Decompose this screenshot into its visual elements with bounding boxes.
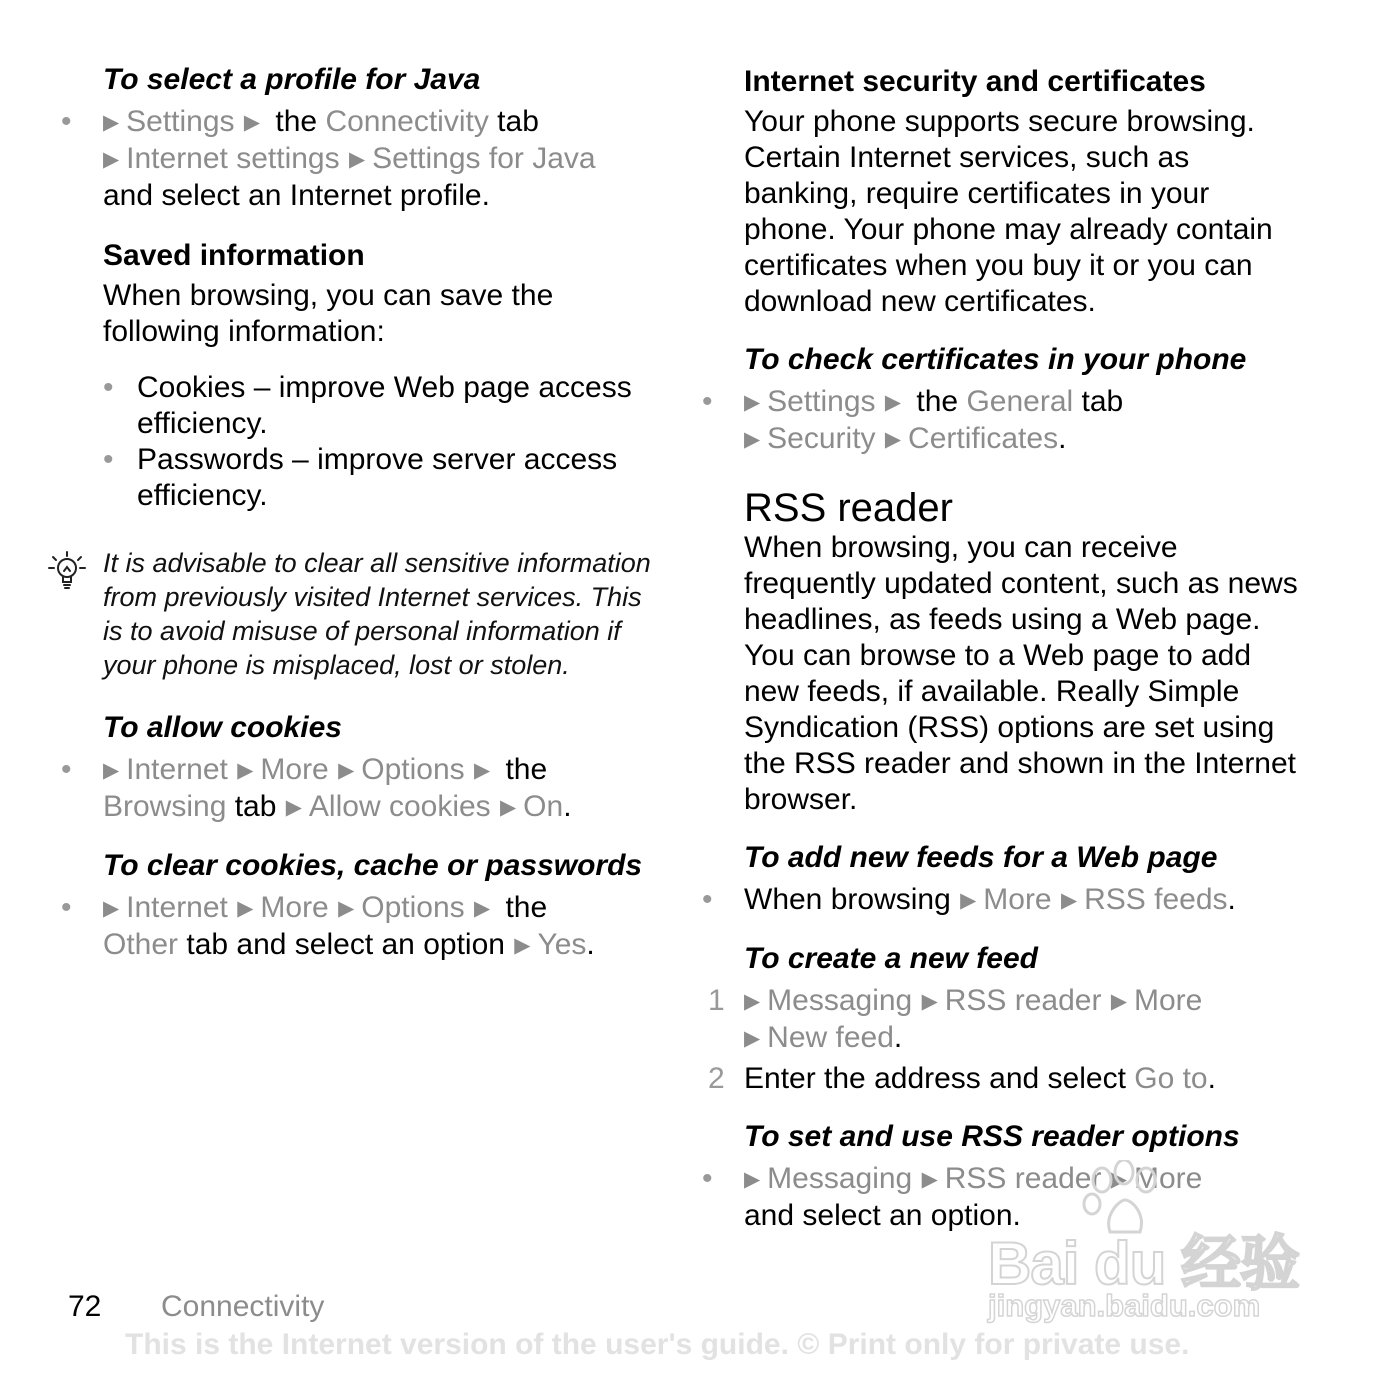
arrow-icon: ▶ xyxy=(473,759,491,782)
arrow-icon: ▶ xyxy=(744,1027,761,1050)
procedure-step-clear-cookies: • ▶ Internet ▶ More ▶ Options ▶ the Other tab and select an option ▶ Yes. xyxy=(103,890,663,964)
menu-path-browsing: Browsing xyxy=(103,790,227,823)
arrow-icon: ▶ xyxy=(103,111,120,134)
menu-path-other: Other xyxy=(103,928,179,961)
bullet-icon: • xyxy=(61,891,72,924)
subheading-saved-information: Saved information xyxy=(103,239,365,272)
procedure-step-rss-options: • ▶ Messaging ▶ RSS reader ▶ More and select an option. xyxy=(702,1162,1203,1232)
menu-path-connectivity: Connectivity xyxy=(325,105,489,138)
menu-path-messaging: Messaging xyxy=(767,984,913,1017)
watermark-logo-text: Bai du 经验 xyxy=(988,1230,1300,1297)
arrow-icon: ▶ xyxy=(500,796,517,819)
bullet-icon: • xyxy=(702,385,713,418)
arrow-icon: ▶ xyxy=(921,1168,938,1191)
menu-path-more: More xyxy=(1133,1162,1203,1195)
procedure-title-java: To select a profile for Java xyxy=(103,63,481,96)
footer-notice: This is the Internet version of the user's guide. © Print only for private use. xyxy=(125,1328,1190,1361)
arrow-icon: ▶ xyxy=(744,990,761,1013)
menu-path-rss-reader: RSS reader xyxy=(944,1162,1102,1195)
arrow-icon: ▶ xyxy=(338,759,355,782)
menu-path-general: General xyxy=(966,385,1074,418)
bullet-icon: • xyxy=(61,105,72,138)
menu-path-settings: Settings xyxy=(767,385,876,418)
page-number: 72 xyxy=(68,1290,102,1323)
arrow-icon: ▶ xyxy=(103,148,120,171)
arrow-icon: ▶ xyxy=(744,391,761,414)
menu-path-allow-cookies: Allow cookies xyxy=(308,790,491,823)
menu-path-internet: Internet xyxy=(126,753,228,786)
step-number: 2 xyxy=(708,1062,725,1095)
procedure-step-allow-cookies: • ▶ Internet ▶ More ▶ Options ▶ the Browsing tab ▶ Allow cookies ▶ On. xyxy=(103,752,663,826)
procedure-title-rss-options: To set and use RSS reader options xyxy=(744,1120,1240,1153)
menu-path-more: More xyxy=(260,891,329,924)
menu-path-options: Options xyxy=(361,891,465,924)
subheading-internet-security: Internet security and certificates xyxy=(744,65,1206,98)
footer-section-title: Connectivity xyxy=(161,1290,325,1323)
procedure-step-create-feed-1: 1 ▶ Messaging ▶ RSS reader ▶ More ▶ New feed. xyxy=(744,983,1344,1057)
procedure-title-check-certificates: To check certificates in your phone xyxy=(744,343,1247,376)
arrow-icon: ▶ xyxy=(744,1168,761,1191)
list-item: • Cookies – improve Web page access efficiency. xyxy=(103,371,632,440)
arrow-icon: ▶ xyxy=(473,897,491,920)
bullet-icon: • xyxy=(61,753,72,786)
menu-path-internet: Internet xyxy=(126,891,228,924)
menu-path-go-to: Go to xyxy=(1134,1062,1208,1095)
watermark-url: jingyan.baidu.com xyxy=(988,1288,1261,1323)
bullet-icon: • xyxy=(702,883,713,916)
arrow-icon: ▶ xyxy=(338,897,355,920)
arrow-icon: ▶ xyxy=(237,897,254,920)
menu-path-new-feed: New feed xyxy=(767,1021,894,1054)
bullet-icon: • xyxy=(103,443,114,476)
procedure-title-create-feed: To create a new feed xyxy=(744,942,1038,975)
tip-note: It is advisable to clear all sensitive information from previously visited Internet services. This is to avoid misuse of personal information if your phone is misplaced, lost or stolen. xyxy=(103,546,663,682)
paragraph-security: Your phone supports secure browsing. Certain Internet services, such as banking, require certificates in your phone. Your phone may already contain certificates when you buy it or you can download new certificates. xyxy=(744,105,1273,318)
arrow-icon: ▶ xyxy=(1110,1168,1127,1191)
baidu-watermark xyxy=(980,1160,1310,1330)
menu-path-more: More xyxy=(983,883,1052,916)
menu-path-more: More xyxy=(260,753,329,786)
arrow-icon: ▶ xyxy=(921,990,938,1013)
list-item: • Passwords – improve server access efficiency. xyxy=(103,443,618,512)
procedure-title-allow-cookies: To allow cookies xyxy=(103,711,342,744)
right-column xyxy=(702,64,1344,1234)
procedure-step-create-feed-2: 2 Enter the address and select Go to. xyxy=(708,1062,1216,1095)
menu-path-certificates: Certificates xyxy=(908,422,1059,455)
bullet-icon: • xyxy=(103,371,114,404)
arrow-icon: ▶ xyxy=(243,111,261,134)
menu-path-on: On xyxy=(523,790,564,823)
procedure-step-check-certificates: • ▶ Settings ▶ the General tab ▶ Security ▶ Certificates. xyxy=(744,384,1344,458)
menu-path-settings: Settings xyxy=(126,105,235,138)
paragraph-saved-intro: When browsing, you can save the following information: xyxy=(103,279,554,348)
procedure-title-clear-cookies: To clear cookies, cache or passwords xyxy=(103,849,643,882)
menu-path-yes: Yes xyxy=(537,928,587,961)
left-column xyxy=(61,63,663,964)
section-heading-rss-reader: RSS reader xyxy=(744,486,953,530)
menu-path-internet-settings: Internet settings xyxy=(126,142,340,175)
arrow-icon: ▶ xyxy=(514,934,531,957)
menu-path-settings-for-java: Settings for Java xyxy=(372,142,596,175)
arrow-icon: ▶ xyxy=(960,889,977,912)
arrow-icon: ▶ xyxy=(1060,889,1078,912)
procedure-step-java: • ▶ Settings ▶ the Connectivity tab ▶ Internet settings ▶ Settings for Java and select an Internet profile. xyxy=(61,105,596,212)
arrow-icon: ▶ xyxy=(884,428,902,451)
arrow-icon: ▶ xyxy=(237,759,254,782)
menu-path-more: More xyxy=(1133,984,1203,1017)
procedure-step-add-feeds: • When browsing ▶ More ▶ RSS feeds. xyxy=(744,882,1344,919)
arrow-icon: ▶ xyxy=(103,759,120,782)
arrow-icon: ▶ xyxy=(285,796,302,819)
arrow-icon: ▶ xyxy=(103,897,120,920)
arrow-icon: ▶ xyxy=(1110,990,1127,1013)
arrow-icon: ▶ xyxy=(884,391,902,414)
arrow-icon: ▶ xyxy=(348,148,366,171)
menu-path-messaging: Messaging xyxy=(767,1162,913,1195)
procedure-title-add-feeds: To add new feeds for a Web page xyxy=(744,841,1218,874)
menu-path-rss-feeds: RSS feeds xyxy=(1084,883,1228,916)
lightbulb-icon xyxy=(45,548,89,594)
step-number: 1 xyxy=(708,984,725,1017)
menu-path-rss-reader: RSS reader xyxy=(944,984,1102,1017)
menu-path-options: Options xyxy=(361,753,465,786)
paragraph-rss: When browsing, you can receive frequently updated content, such as news headlines, as feeds using a Web page. You can browse to a Web page to add new feeds, if available. Really Simple Syndication (RSS) options are set using the RSS reader and shown in the Internet browser. xyxy=(744,531,1298,816)
menu-path-security: Security xyxy=(767,422,876,455)
bullet-icon: • xyxy=(702,1162,713,1195)
arrow-icon: ▶ xyxy=(744,428,761,451)
